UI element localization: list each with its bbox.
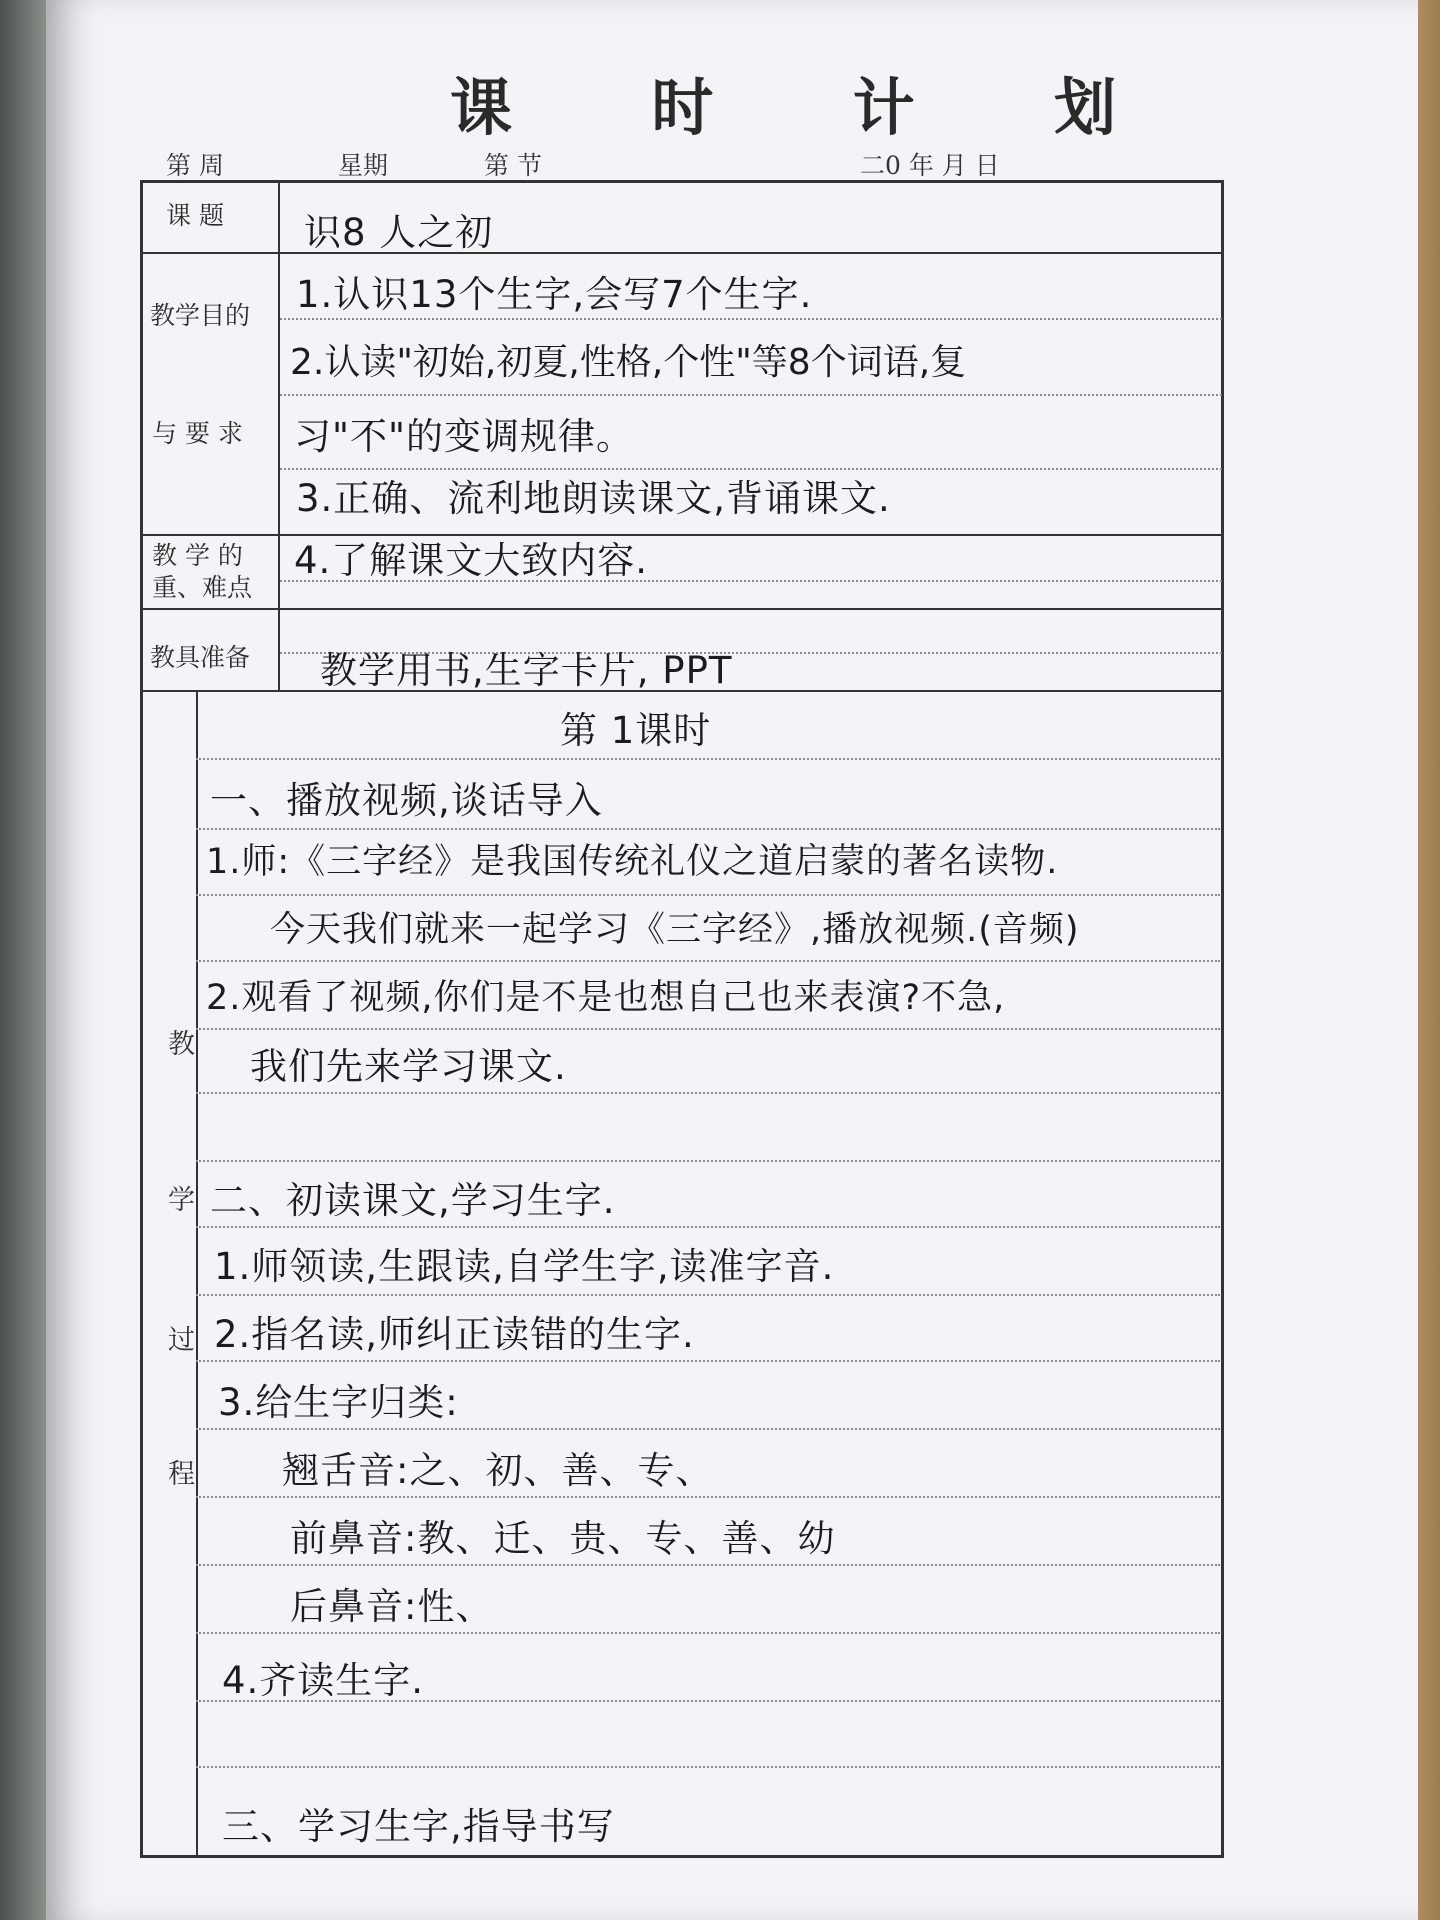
topic-value: 识8 人之初 [304,211,494,254]
process-label-char: 学 [168,1185,195,1216]
date-field: 二0 年 月 日 [860,151,1000,180]
page-title: 课 时 计 划 [450,71,1176,144]
writing-line [196,1160,1220,1162]
process-column-divider [196,690,198,1858]
writing-line [196,1632,1220,1634]
process-line: 1.师领读,生跟读,自学生字,读准字音. [214,1245,835,1288]
objectives-label: 教学目的 [150,301,251,330]
writing-line [196,758,1220,760]
notebook-gutter [0,0,46,1920]
process-line: 4.齐读生字. [222,1659,425,1702]
writing-line [196,1564,1220,1566]
process-line: 前鼻音:教、迁、贵、专、善、幼 [290,1517,836,1560]
process-line: 翘舌音:之、初、善、专、 [282,1449,714,1492]
process-line: 后鼻音:性、 [290,1585,494,1628]
process-line: 二、初读课文,学习生字. [210,1179,616,1222]
week-field: 第 周 [166,151,224,180]
tools-label: 教具准备 [150,643,251,672]
writing-line [196,1428,1220,1430]
process-line: 我们先来学习课文. [250,1045,567,1088]
writing-line [196,1092,1220,1094]
writing-line [196,894,1220,896]
objective-item: 习"不"的变调规律。 [294,415,635,458]
writing-line [196,960,1220,962]
topic-label: 课 题 [166,201,224,230]
process-line: 今天我们就来一起学习《三字经》,播放视频.(音频) [270,910,1080,950]
writing-line [196,1226,1220,1228]
writing-line [280,394,1222,396]
process-label-char: 过 [168,1325,195,1356]
process-label-char: 程 [168,1459,195,1490]
objective-item: 1.认识13个生字,会写7个生字. [296,273,813,316]
process-line: 2.观看了视频,你们是不是也想自己也来表演?不急, [206,978,1006,1018]
process-line: 3.给生字归类: [218,1381,459,1424]
keypoints-label: 教 学 的 [152,541,243,570]
row-divider [140,608,1224,610]
objectives-label-2: 与 要 求 [152,419,243,448]
objective-item: 3.正确、流利地朗读课文,背诵课文. [296,477,891,520]
writing-line [196,828,1220,830]
process-line: 1.师:《三字经》是我国传统礼仪之道启蒙的著名读物. [206,842,1059,882]
process-line: 一、播放视频,谈话导入 [210,779,603,822]
keypoint-value: 4.了解课文大致内容. [294,539,649,582]
weekday-field: 星期 [338,151,389,180]
process-line: 2.指名读,师纠正读错的生字. [214,1313,695,1356]
lesson-heading: 第 1课时 [560,709,712,752]
row-divider [140,252,1224,254]
writing-line [196,1360,1220,1362]
writing-line [196,1294,1220,1296]
writing-line [196,1028,1220,1030]
writing-line [280,318,1222,320]
process-label-char: 教 [168,1029,195,1060]
process-line: 三、学习生字,指导书写 [222,1805,615,1848]
label-column-divider [278,180,280,690]
tools-value: 教学用书,生字卡片, PPT [320,649,733,692]
objective-item: 2.认读"初始,初夏,性格,个性"等8个词语,复 [290,342,967,383]
writing-line [196,1766,1220,1768]
period-field: 第 节 [484,151,542,180]
keypoints-label-2: 重、难点 [152,573,253,602]
writing-line [196,1496,1220,1498]
